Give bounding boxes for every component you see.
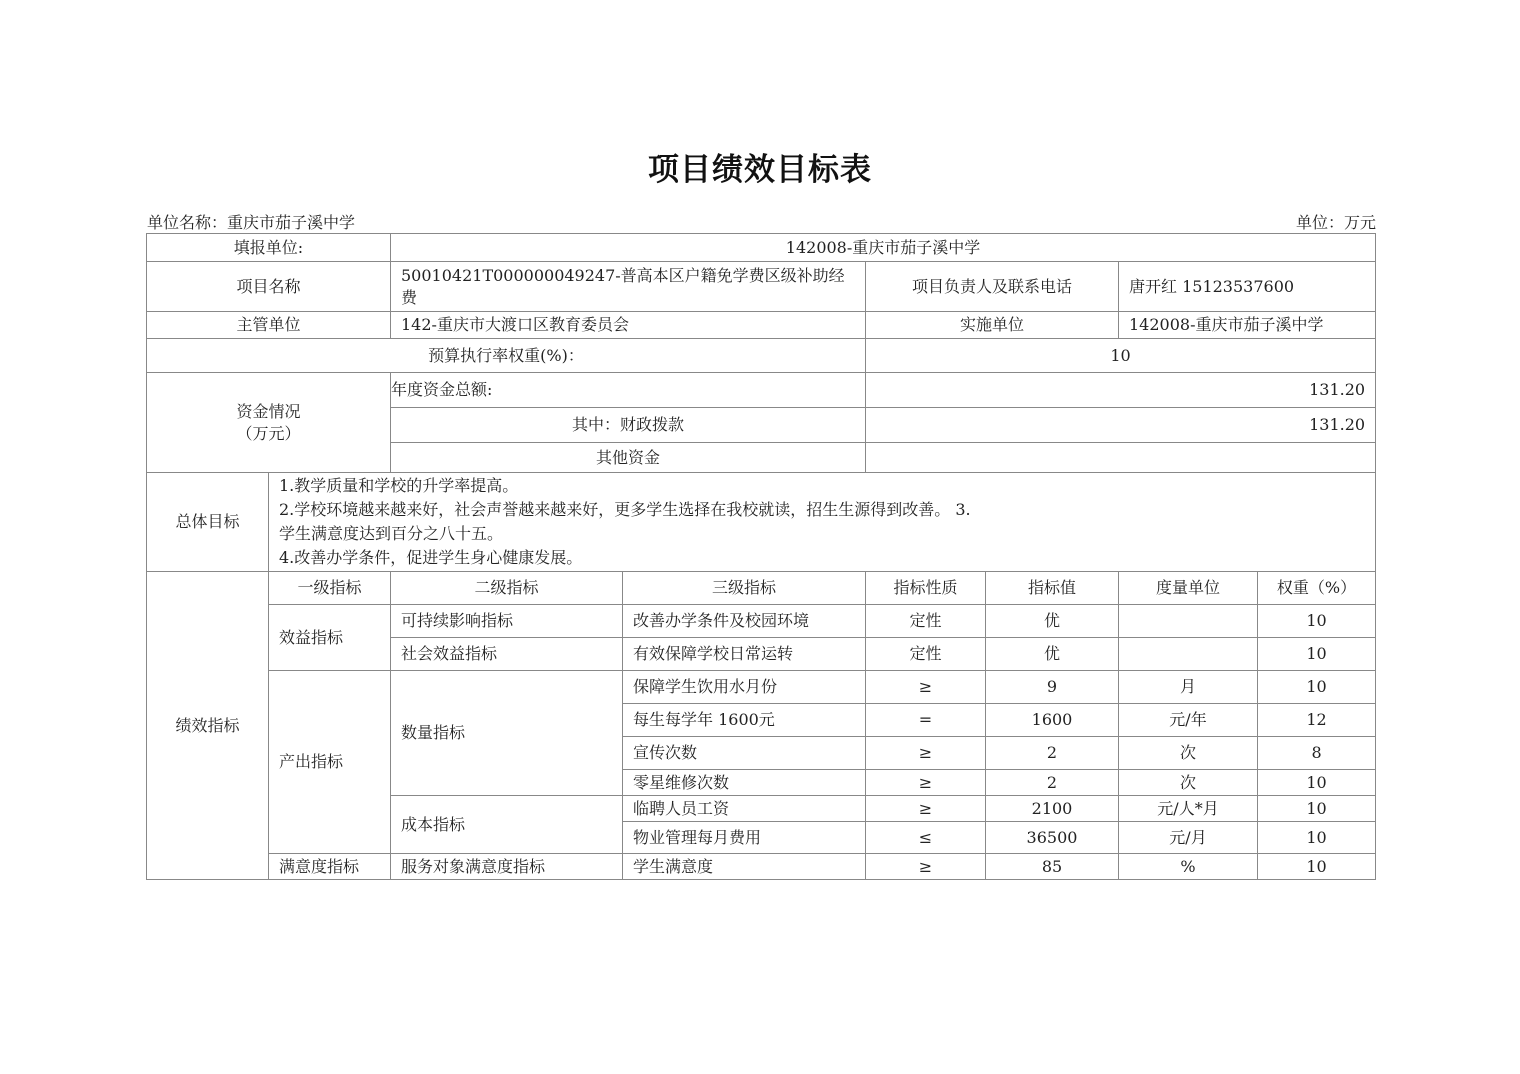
indicator-value: 优	[986, 605, 1119, 638]
indicator-name: 学生满意度	[623, 854, 866, 880]
indicator-unit: 元/人*月	[1119, 796, 1258, 822]
indicator-nature: 定性	[866, 638, 986, 671]
table-row	[147, 854, 1376, 880]
indicators-section-label: 绩效指标	[147, 572, 269, 880]
indicator-unit: 次	[1119, 737, 1258, 770]
table-row	[147, 605, 1376, 638]
header-weight: 权重（%）	[1258, 572, 1376, 605]
unit-name: 单位名称：重庆市茄子溪中学	[147, 213, 356, 232]
goal-line: 4.改善办学条件，促进学生身心健康发展。	[279, 548, 583, 567]
indicator-name: 保障学生饮用水月份	[623, 671, 866, 704]
indicator-unit	[1119, 638, 1258, 671]
indicator-weight: 10	[1258, 638, 1376, 671]
budget-weight-label: 预算执行率权重(%)：	[147, 339, 866, 373]
indicator-value: 优	[986, 638, 1119, 671]
header-unit: 度量单位	[1119, 572, 1258, 605]
indicator-name: 临聘人员工资	[623, 796, 866, 822]
level1-benefit: 效益指标	[269, 605, 391, 671]
indicator-value: 2	[986, 770, 1119, 796]
level2-cost: 成本指标	[391, 796, 623, 854]
indicator-weight: 10	[1258, 671, 1376, 704]
budget-weight-row	[147, 339, 1376, 373]
indicator-value: 2100	[986, 796, 1119, 822]
project-name-value: 50010421T000000049247-普高本区户籍免学费区级补助经费	[391, 262, 866, 312]
supervisor-row	[147, 312, 1376, 339]
indicator-value: 1600	[986, 704, 1119, 737]
indicator-name: 每生每学年 1600元	[623, 704, 866, 737]
indicator-weight: 12	[1258, 704, 1376, 737]
fill-unit-value: 142008-重庆市茄子溪中学	[391, 234, 1376, 262]
indicator-unit: 月	[1119, 671, 1258, 704]
implementer-label: 实施单位	[866, 312, 1119, 339]
level2-service: 服务对象满意度指标	[391, 854, 623, 880]
goal-line: 学生满意度达到百分之八十五。	[279, 524, 504, 543]
funds-total-row	[147, 373, 1376, 408]
header-value: 指标值	[986, 572, 1119, 605]
indicator-weight: 10	[1258, 796, 1376, 822]
project-name-label: 项目名称	[147, 262, 391, 312]
level2-sustainable: 可持续影响指标	[391, 605, 623, 638]
indicator-nature: ≥	[866, 770, 986, 796]
indicator-unit: 元/月	[1119, 822, 1258, 854]
header-level1: 一级指标	[269, 572, 391, 605]
header-level2: 二级指标	[391, 572, 623, 605]
goal-line: 2.学校环境越来越来好，社会声誉越来越来好，更多学生选择在我校就读，招生生源得到改善。 3.	[279, 500, 971, 519]
indicator-unit: 元/年	[1119, 704, 1258, 737]
fill-unit-row	[147, 234, 1376, 262]
indicator-unit: 次	[1119, 770, 1258, 796]
funds-label-line1: 资金情况	[236, 401, 301, 421]
indicator-header-row	[147, 572, 1376, 605]
indicator-name: 宣传次数	[623, 737, 866, 770]
funds-total-label: 年度资金总额:	[391, 373, 866, 408]
indicator-nature: =	[866, 704, 986, 737]
table-row	[147, 671, 1376, 704]
indicator-name: 改善办学条件及校园环境	[623, 605, 866, 638]
indicator-value: 2	[986, 737, 1119, 770]
indicator-name: 零星维修次数	[623, 770, 866, 796]
indicator-weight: 10	[1258, 854, 1376, 880]
indicator-unit: %	[1119, 854, 1258, 880]
funds-fiscal-label: 其中：财政拨款	[391, 408, 866, 443]
level2-social: 社会效益指标	[391, 638, 623, 671]
header-nature: 指标性质	[866, 572, 986, 605]
indicator-nature: ≥	[866, 796, 986, 822]
funds-label	[147, 373, 391, 473]
page-title: 项目绩效目标表	[648, 152, 872, 188]
overall-goal-content	[269, 473, 1376, 572]
indicator-nature: ≥	[866, 671, 986, 704]
funds-other-value	[866, 443, 1376, 473]
indicator-nature: 定性	[866, 605, 986, 638]
owner-value: 唐开红 15123537600	[1119, 262, 1376, 312]
funds-label-line2: （万元）	[236, 423, 301, 443]
indicator-weight: 8	[1258, 737, 1376, 770]
indicator-name: 有效保障学校日常运转	[623, 638, 866, 671]
project-name-row	[147, 262, 1376, 312]
indicator-nature: ≥	[866, 737, 986, 770]
indicator-value: 9	[986, 671, 1119, 704]
funds-fiscal-value: 131.20	[866, 408, 1376, 443]
indicator-unit	[1119, 605, 1258, 638]
supervisor-value: 142-重庆市大渡口区教育委员会	[391, 312, 866, 339]
indicator-weight: 10	[1258, 822, 1376, 854]
budget-weight-value: 10	[866, 339, 1376, 373]
currency-unit: 单位：万元	[1295, 213, 1376, 232]
performance-target-table	[146, 233, 1376, 880]
indicator-nature: ≥	[866, 854, 986, 880]
indicator-weight: 10	[1258, 605, 1376, 638]
funds-other-label: 其他资金	[391, 443, 866, 473]
supervisor-label: 主管单位	[147, 312, 391, 339]
indicator-nature: ≤	[866, 822, 986, 854]
fill-unit-label: 填报单位:	[147, 234, 391, 262]
implementer-value: 142008-重庆市茄子溪中学	[1119, 312, 1376, 339]
header-level3: 三级指标	[623, 572, 866, 605]
level2-quantity: 数量指标	[391, 671, 623, 796]
goal-line: 1.教学质量和学校的升学率提高。	[279, 476, 519, 495]
indicator-name: 物业管理每月费用	[623, 822, 866, 854]
indicator-value: 85	[986, 854, 1119, 880]
overall-goal-label: 总体目标	[147, 473, 269, 572]
level1-output: 产出指标	[269, 671, 391, 854]
overall-goal-row	[147, 473, 1376, 572]
funds-total-value: 131.20	[866, 373, 1376, 408]
level1-satisfaction: 满意度指标	[269, 854, 391, 880]
indicator-weight: 10	[1258, 770, 1376, 796]
indicator-value: 36500	[986, 822, 1119, 854]
owner-label: 项目负责人及联系电话	[866, 262, 1119, 312]
